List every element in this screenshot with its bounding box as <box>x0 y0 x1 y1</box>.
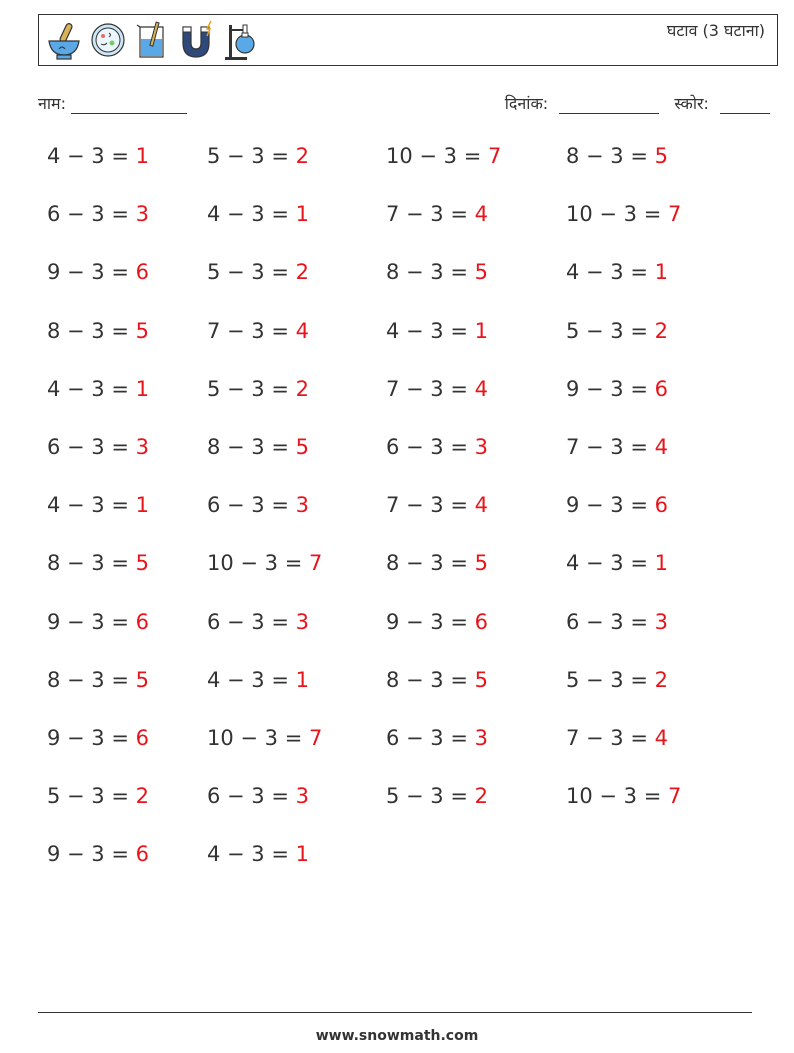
problem-answer: 5 <box>135 667 149 692</box>
problem-answer: 1 <box>654 551 668 576</box>
problem-question: 5 − 3 = <box>566 318 655 343</box>
problem-question: 7 − 3 = <box>566 435 655 459</box>
problem-question: 9 − 3 = <box>47 842 136 867</box>
problem-question: 4 − 3 = <box>207 202 296 227</box>
problem-answer: 7 <box>308 551 323 576</box>
problem-answer: 6 <box>135 609 149 634</box>
problem-item <box>386 551 488 575</box>
problem-item <box>47 726 149 750</box>
problem-question: 7 − 3 = <box>386 202 475 227</box>
problem-item <box>47 319 149 343</box>
problem-item <box>207 319 309 343</box>
worksheet-header <box>38 14 778 66</box>
problem-answer: 1 <box>654 260 668 285</box>
problem-question: 6 − 3 = <box>386 435 475 459</box>
problem-question: 8 − 3 = <box>207 435 296 459</box>
problem-item <box>386 610 488 634</box>
problem-item <box>207 202 309 226</box>
problem-answer: 3 <box>654 609 668 634</box>
problem-item <box>207 784 309 808</box>
problem-item <box>386 377 488 401</box>
problem-answer: 6 <box>135 726 149 750</box>
problem-answer: 3 <box>295 609 309 634</box>
footer-url: www.snowmath.com <box>315 1028 479 1044</box>
problem-answer: 1 <box>295 667 309 692</box>
problem-question: 9 − 3 = <box>47 260 136 285</box>
problem-question: 4 − 3 = <box>47 493 136 518</box>
problem-item <box>207 435 309 459</box>
problem-item <box>47 202 149 226</box>
problem-item <box>207 842 309 866</box>
problem-question: 8 − 3 = <box>386 551 475 576</box>
magnet-icon <box>177 19 215 61</box>
problem-item <box>207 610 309 634</box>
problem-question: 4 − 3 = <box>386 318 475 343</box>
problem-item <box>47 784 149 808</box>
problem-question: 9 − 3 = <box>386 609 475 634</box>
date-label: दिनांक: <box>504 94 549 113</box>
problem-item <box>207 260 309 284</box>
problem-answer: 2 <box>295 260 309 285</box>
problem-item <box>386 202 488 226</box>
score-label: स्कोर: <box>674 94 709 113</box>
name-field <box>38 92 187 114</box>
problem-item <box>47 610 149 634</box>
problem-answer: 4 <box>474 202 488 227</box>
problem-item <box>47 435 149 459</box>
problem-item <box>207 726 322 750</box>
problem-item <box>47 842 149 866</box>
problem-question: 7 − 3 = <box>386 493 475 518</box>
problem-answer: 6 <box>654 493 668 518</box>
problem-question: 9 − 3 = <box>566 376 655 401</box>
problem-question: 8 − 3 = <box>47 551 136 576</box>
problem-answer: 4 <box>654 435 668 459</box>
problem-item <box>207 668 309 692</box>
problem-question: 4 − 3 = <box>566 260 655 285</box>
problem-answer: 1 <box>295 842 309 867</box>
problem-question: 5 − 3 = <box>207 260 296 285</box>
problem-answer: 5 <box>135 551 149 576</box>
problem-answer: 2 <box>295 144 309 168</box>
problem-question: 6 − 3 = <box>207 784 296 809</box>
problem-item <box>47 551 149 575</box>
problem-question: 6 − 3 = <box>207 493 296 518</box>
problem-item <box>386 435 488 459</box>
problem-item <box>207 493 309 517</box>
problem-item <box>566 784 681 808</box>
problem-answer: 7 <box>667 202 682 227</box>
problem-question: 6 − 3 = <box>566 609 655 634</box>
problem-question: 10 − 3 = <box>207 551 309 576</box>
problem-item <box>386 493 488 517</box>
problem-item <box>566 319 668 343</box>
problem-answer: 6 <box>135 260 149 285</box>
problem-answer: 4 <box>295 318 309 343</box>
problem-item <box>47 260 149 284</box>
name-label: नाम: <box>38 94 66 113</box>
footer-divider <box>38 1012 752 1013</box>
problem-question: 8 − 3 = <box>566 144 655 168</box>
problem-answer: 5 <box>474 551 488 576</box>
problem-item <box>386 319 488 343</box>
problem-item <box>386 726 488 750</box>
beaker-icon <box>133 19 171 61</box>
problem-question: 5 − 3 = <box>566 667 655 692</box>
problem-question: 4 − 3 = <box>207 842 296 867</box>
problem-question: 6 − 3 = <box>47 435 136 459</box>
problem-question: 4 − 3 = <box>47 376 136 401</box>
problem-answer: 3 <box>474 435 488 459</box>
worksheet-title: घटाव (3 घटाना) <box>666 21 765 40</box>
problem-answer: 1 <box>135 144 149 168</box>
lab-stand-flask-icon <box>221 19 259 61</box>
problem-item <box>207 377 309 401</box>
problem-item <box>207 144 309 168</box>
problem-question: 8 − 3 = <box>47 667 136 692</box>
score-blank <box>720 97 770 114</box>
problem-question: 9 − 3 = <box>47 726 136 750</box>
problem-item <box>47 144 149 168</box>
name-blank <box>71 97 187 114</box>
problem-question: 10 − 3 = <box>566 784 668 809</box>
problem-item <box>386 144 501 168</box>
problem-question: 10 − 3 = <box>386 144 488 168</box>
problem-item <box>386 784 488 808</box>
problem-answer: 6 <box>654 376 668 401</box>
problem-question: 7 − 3 = <box>386 376 475 401</box>
petri-dish-icon <box>89 19 127 61</box>
problem-item <box>386 668 488 692</box>
problem-answer: 5 <box>295 435 309 459</box>
problem-answer: 5 <box>135 318 149 343</box>
problem-answer: 1 <box>135 376 149 401</box>
problem-answer: 1 <box>135 493 149 518</box>
problem-question: 4 − 3 = <box>47 144 136 168</box>
problem-answer: 5 <box>474 667 488 692</box>
problem-question: 5 − 3 = <box>207 376 296 401</box>
problem-question: 5 − 3 = <box>47 784 136 809</box>
problem-item <box>566 610 668 634</box>
problem-answer: 4 <box>474 376 488 401</box>
date-score-fields <box>499 92 770 114</box>
problem-question: 6 − 3 = <box>386 726 475 750</box>
mortar-pestle-icon <box>45 19 83 61</box>
problem-answer: 3 <box>295 493 309 518</box>
problem-answer: 3 <box>295 784 309 809</box>
problem-item <box>566 726 668 750</box>
problem-item <box>47 377 149 401</box>
problem-question: 8 − 3 = <box>386 667 475 692</box>
problem-answer: 6 <box>135 842 149 867</box>
problem-question: 7 − 3 = <box>566 726 655 750</box>
problem-item <box>47 493 149 517</box>
problem-item <box>566 202 681 226</box>
problem-answer: 2 <box>654 667 668 692</box>
problem-answer: 2 <box>295 376 309 401</box>
problem-question: 4 − 3 = <box>566 551 655 576</box>
problem-answer: 1 <box>474 318 488 343</box>
problem-question: 4 − 3 = <box>207 667 296 692</box>
problem-answer: 6 <box>474 609 488 634</box>
problem-answer: 1 <box>295 202 309 227</box>
problem-answer: 2 <box>654 318 668 343</box>
date-blank <box>559 97 659 114</box>
problem-answer: 2 <box>474 784 488 809</box>
problem-item <box>566 668 668 692</box>
problem-answer: 3 <box>135 435 149 459</box>
problem-answer: 4 <box>474 493 488 518</box>
problem-question: 5 − 3 = <box>386 784 475 809</box>
problem-question: 8 − 3 = <box>386 260 475 285</box>
problem-question: 7 − 3 = <box>207 318 296 343</box>
problem-question: 5 − 3 = <box>207 144 296 168</box>
problem-answer: 3 <box>474 726 488 750</box>
problem-item <box>566 377 668 401</box>
problem-answer: 3 <box>135 202 149 227</box>
problem-item <box>566 144 668 168</box>
problem-question: 6 − 3 = <box>207 609 296 634</box>
problem-answer: 2 <box>135 784 149 809</box>
problem-answer: 4 <box>654 726 668 750</box>
problem-question: 8 − 3 = <box>47 318 136 343</box>
problem-item <box>207 551 322 575</box>
problem-answer: 7 <box>487 144 502 168</box>
header-icons <box>45 19 259 61</box>
problem-answer: 5 <box>654 144 668 168</box>
problem-answer: 7 <box>667 784 682 809</box>
problem-item <box>566 493 668 517</box>
problem-question: 9 − 3 = <box>47 609 136 634</box>
problem-item <box>566 435 668 459</box>
problem-item <box>47 668 149 692</box>
problem-question: 9 − 3 = <box>566 493 655 518</box>
problem-question: 6 − 3 = <box>47 202 136 227</box>
problem-question: 10 − 3 = <box>207 726 309 750</box>
problem-item <box>566 551 668 575</box>
problem-answer: 5 <box>474 260 488 285</box>
problem-question: 10 − 3 = <box>566 202 668 227</box>
problem-item <box>566 260 668 284</box>
problem-answer: 7 <box>308 726 323 750</box>
problem-item <box>386 260 488 284</box>
